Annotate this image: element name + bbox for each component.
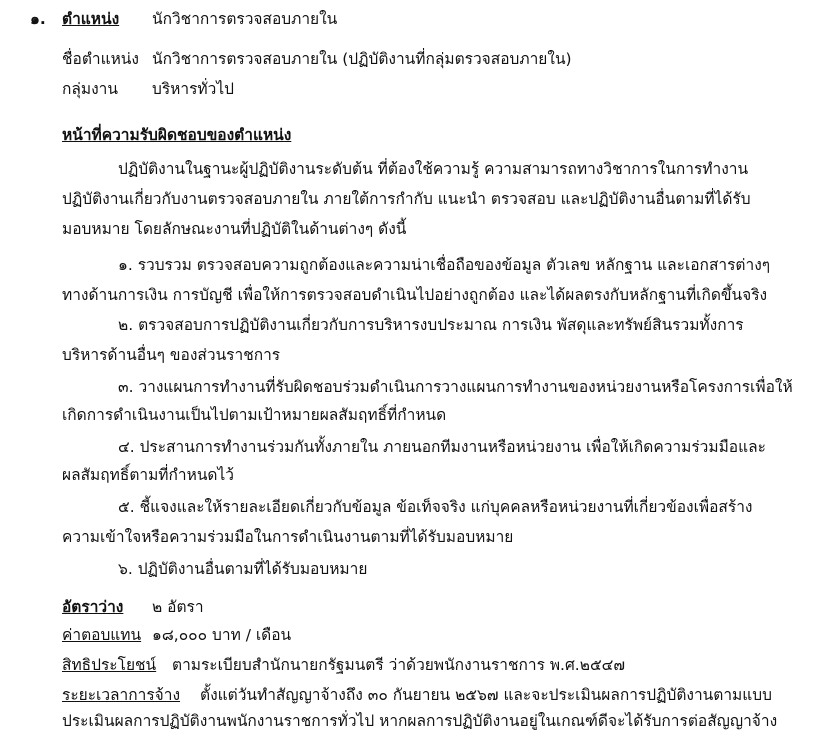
- position-name-label: ชื่อตำแหน่ง: [62, 50, 139, 68]
- duties-intro-line: ปฏิบัติงานในฐานะผู้ปฏิบัติงานระดับต้น ที่ต้องใช้ความรู้ ความสามารถทางวิชาการในการทำงาน: [118, 160, 749, 178]
- vacancy-value: ๒ อัตรา: [152, 598, 204, 616]
- duty-item-line: ๔. ประสานการทำงานร่วมกันทั้งภายใน ภายนอกทีมงานหรือหน่วยงาน เพื่อให้เกิดความร่วมมือและ: [118, 438, 766, 456]
- duty-item-line: ผลสัมฤทธิ์ตามที่กำหนดไว้: [62, 466, 234, 484]
- duties-heading: หน้าที่ความรับผิดชอบของตำแหน่ง: [62, 126, 292, 144]
- duty-item-line: บริหารด้านอื่นๆ ของส่วนราชการ: [62, 346, 281, 364]
- position-value: นักวิชาการตรวจสอบภายใน: [152, 10, 338, 28]
- work-group-row: [62, 76, 118, 102]
- position-row: [62, 6, 119, 32]
- position-name-value: นักวิชาการตรวจสอบภายใน (ปฏิบัติงานที่กลุ่มตรวจสอบภายใน): [152, 50, 572, 68]
- work-group-label: กลุ่มงาน: [62, 80, 118, 98]
- duty-item-line: ความเข้าใจหรือความร่วมมือในการดำเนินงานตามที่ได้รับมอบหมาย: [62, 528, 514, 546]
- duty-item-line: ๕. ชี้แจงและให้รายละเอียดเกี่ยวกับข้อมูล ข้อเท็จจริง แก่บุคคลหรือหน่วยงานที่เกี่ยวข้องเพื่อสร้าง: [118, 498, 753, 516]
- duty-item-line: เกิดการดำเนินงานเป็นไปตามเป้าหมายผลสัมฤทธิ์ที่กำหนด: [62, 406, 447, 424]
- employment-period-continuation: ประเมินผลการปฏิบัติงานพนักงานราชการทั่วไป หากผลการปฏิบัติงานอยู่ในเกณฑ์ดีจะได้รับการต่อสัญญาจ้าง: [62, 712, 778, 730]
- duties-intro-line: ปฏิบัติงานเกี่ยวกับงานตรวจสอบภายใน ภายใต้การกำกับ แนะนำ ตรวจสอบ และปฏิบัติงานอื่นตามที่ได้รับ: [62, 190, 751, 208]
- duty-item-line: ๒. ตรวจสอบการปฏิบัติงานเกี่ยวกับการบริหารงบประมาณ การเงิน พัสดุและทรัพย์สินรวมทั้งการ: [118, 316, 744, 334]
- duty-item-line: ๑. รวบรวม ตรวจสอบความถูกต้องและความน่าเชื่อถือของข้อมูล ตัวเลข หลักฐาน และเอกสารต่างๆ: [118, 256, 771, 274]
- duty-item-line: ๖. ปฏิบัติงานอื่นตามที่ได้รับมอบหมาย: [118, 560, 368, 578]
- work-group-value: บริหารทั่วไป: [152, 80, 234, 98]
- salary-value: ๑๘,๐๐๐ บาท / เดือน: [152, 626, 292, 644]
- duty-item-line: ทางด้านการเงิน การบัญชี เพื่อให้การตรวจสอบดำเนินไปอย่างถูกต้อง และได้ผลตรงกับหลักฐานที่เกิดขึ้นจริง: [62, 286, 768, 304]
- salary-label: ค่าตอบแทน: [62, 626, 142, 644]
- section-number: ๑.: [30, 10, 46, 28]
- duty-item-line: ๓. วางแผนการทำงานที่รับผิดชอบร่วมดำเนินการวางแผนการทำงานของหน่วยงานหรือโครงการเพื่อให้: [118, 378, 793, 396]
- vacancy-label: อัตราว่าง: [62, 598, 124, 616]
- position-name-row: [62, 46, 139, 72]
- position-label: ตำแหน่ง: [62, 10, 120, 28]
- employment-period-value: ตั้งแต่วันทำสัญญาจ้างถึง ๓๐ กันยายน ๒๕๖๗ และจะประเมินผลการปฏิบัติงานตามแบบ: [200, 686, 772, 704]
- duties-intro-line: มอบหมาย โดยลักษณะงานที่ปฏิบัติในด้านต่างๆ ดังนี้: [62, 220, 407, 238]
- employment-period-label: ระยะเวลาการจ้าง: [62, 686, 181, 704]
- benefits-label: สิทธิประโยชน์: [62, 656, 157, 674]
- benefits-value: ตามระเบียบสำนักนายกรัฐมนตรี ว่าด้วยพนักงานราชการ พ.ศ.๒๕๔๗: [172, 656, 626, 674]
